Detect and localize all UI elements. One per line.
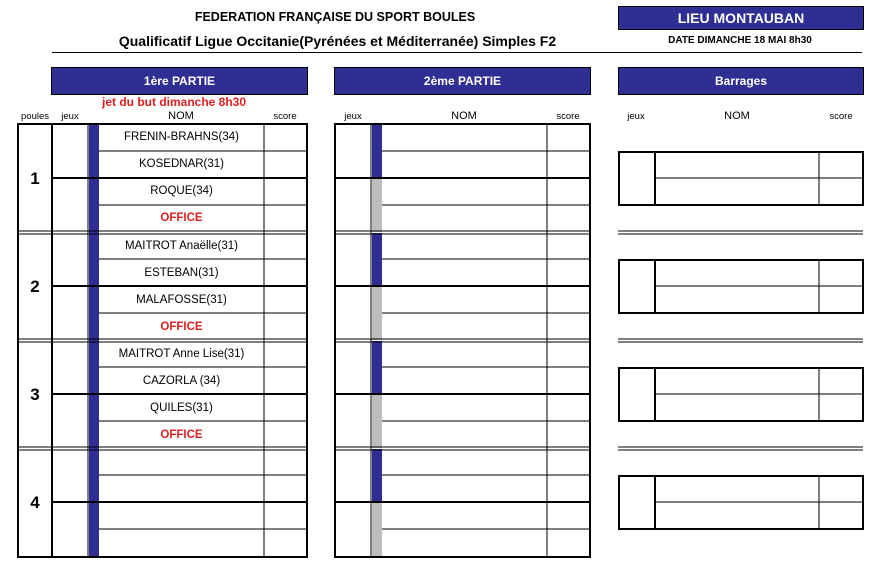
player-name: CAZORLA (34) [142,375,221,387]
player-name: QUILES(31) [150,402,213,414]
jet-du-but-note: jet du but dimanche 8h30 [102,95,247,109]
poule-number-2: 2 [30,277,40,296]
col-nom-2: NOM [451,110,477,122]
player-name: MAITROT Anaëlle(31) [125,240,238,252]
date-label: DATE DIMANCHE 18 MAI 8h30 [668,35,812,46]
col-jeux-3: jeux [627,111,645,122]
competition-title: Qualificatif Ligue Occitanie(Pyrénées et Méditerranée) Simples F2 [118,33,557,49]
col-score-3: score [829,111,853,122]
office-label: OFFICE [160,429,203,441]
lieu-banner: LIEU MONTAUBAN [618,6,864,30]
col-score-1: score [273,111,297,122]
poule-number-4: 4 [30,493,40,512]
poule-number-3: 3 [30,385,40,404]
office-label: OFFICE [160,321,203,333]
player-name: MALAFOSSE(31) [136,294,227,306]
col-jeux-2: jeux [344,111,362,122]
player-name: ROQUE(34) [150,185,213,197]
partie1-header: 1ère PARTIE [51,67,308,95]
player-name: KOSEDNAR(31) [139,158,224,170]
col-poules: poules [21,111,49,122]
federation-title: FEDERATION FRANÇAISE DU SPORT BOULES [194,10,476,24]
col-jeux-1: jeux [61,111,79,122]
col-nom-1: NOM [168,110,194,122]
col-score-2: score [556,111,580,122]
poule-number-1: 1 [30,169,40,188]
barrages-header: Barrages [618,67,864,95]
col-nom-3: NOM [724,110,750,122]
player-name: MAITROT Anne Lise(31) [118,348,245,360]
partie2-header: 2ème PARTIE [334,67,591,95]
player-name: FRENIN-BRAHNS(34) [123,131,239,143]
player-name: ESTEBAN(31) [144,267,219,279]
office-label: OFFICE [160,212,203,224]
